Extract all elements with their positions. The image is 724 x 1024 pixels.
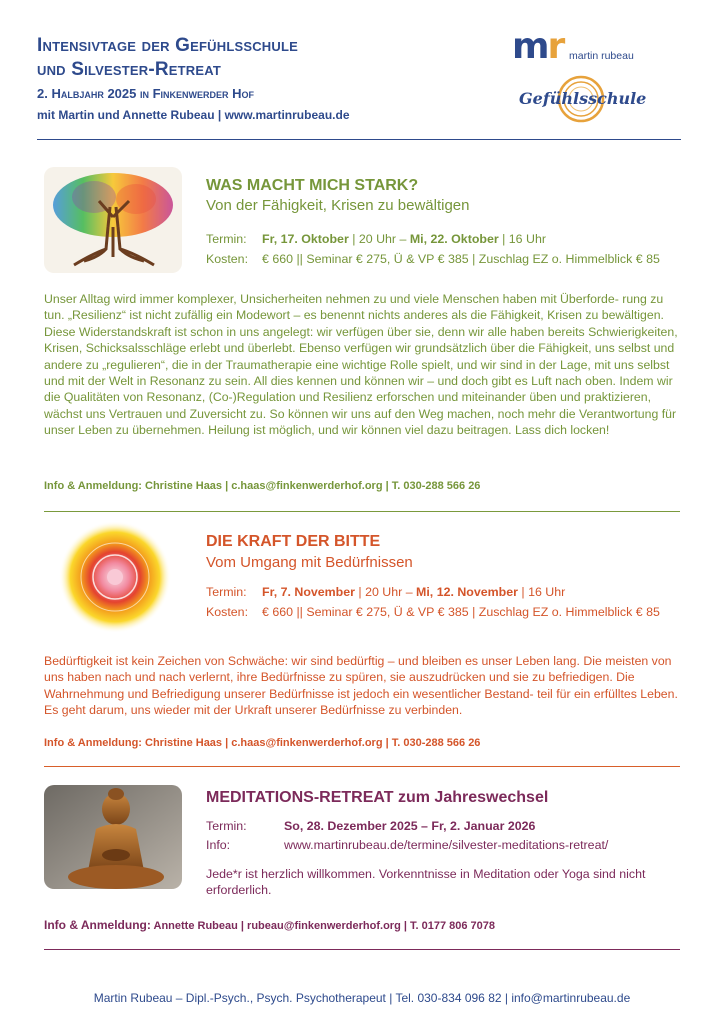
logo-name: martin rubeau	[569, 50, 634, 62]
termin-label: Termin:	[206, 585, 247, 599]
event-3-description: Jede*r ist herzlich willkommen. Vorkenntnisse in Meditation oder Yoga sind nicht erforderlich.	[206, 867, 646, 897]
info-contact: Annette Rubeau | rubeau@finkenwerderhof.org | T. 0177 806 7078	[150, 920, 496, 932]
info-label: Info:	[206, 838, 231, 852]
event-2-kosten	[206, 605, 660, 619]
mr-monogram	[512, 26, 563, 67]
kosten-value: € 660 || Seminar € 275, Ü & VP € 385 | Zuschlag EZ o. Himmelblick € 85	[262, 252, 660, 266]
termin-label: Termin:	[206, 232, 247, 246]
footer-contact: Martin Rubeau – Dipl.-Psych., Psych. Psychotherapeut | Tel. 030-834 096 82 | info@martinrubeau.de	[93, 991, 631, 1005]
section-divider-3	[44, 949, 680, 950]
event-3-info-url-row	[206, 838, 608, 852]
page-subtitle: 2. Halbjahr 2025 in Finkenwerder Hof	[37, 86, 255, 101]
event-2-info: Info & Anmeldung: Christine Haas | c.haas@finkenwerderhof.org | T. 030-288 566 26	[44, 737, 481, 749]
termin-mid: | 20 Uhr –	[354, 585, 417, 599]
mr-letter-m: m	[512, 26, 548, 67]
tree-of-life-image	[44, 167, 182, 273]
section-divider-2	[44, 766, 680, 767]
event-1-info: Info & Anmeldung: Christine Haas | c.haas@finkenwerderhof.org | T. 030-288 566 26	[44, 480, 481, 492]
event-1-description: Unser Alltag wird immer komplexer, Unsicherheiten nehmen zu und viele Menschen haben mit Überforde- rung zu tun. „Resilienz“ ist nicht zufällig ein Modewort – es benennt nichts anderes als die Fähigkeit, Krisen zu bewältigen. Diese Widerstandskraft ist schon in uns angelegt: wir verfügen über sie, denn wir alle haben bereits Schwierigkeiten, Krisen, Schicksalsschläge erlebt und überlebt. Ebenso verfügen wir grundsätzlich über die Fähigkeit, uns selbst und andere zu „regulieren“, die in der Traumatherapie eine wichtige Rolle spielt, und wir sind in der Lage, mit uns selbst und mit der Welt in Resonanz zu sein. All dies kennen und können wir – und doch gibt es Luft nach oben. Indem wir die Qualitäten von Resonanz, (Co-)Regulation und Resilienz erforschen und miteinander üben und praktizieren, wächst uns Vertrauen und Zuversicht zu. So können wir uns auf den Weg machen, noch mehr die Verantwortung für unser Leben zu übernehmen. Heilung ist möglich, und wir können viel dazu beitragen. Lass dich locken!	[44, 292, 678, 438]
termin-label: Termin:	[206, 819, 247, 833]
kosten-value: € 660 || Seminar € 275, Ü & VP € 385 | Zuschlag EZ o. Himmelblick € 85	[262, 605, 660, 619]
termin-mid: | 20 Uhr –	[348, 232, 410, 246]
termin-start: Fr, 7. November	[262, 585, 355, 599]
event-1-title: WAS MACHT MICH STARK?	[206, 177, 419, 194]
termin-start: Fr, 17. Oktober	[262, 232, 349, 246]
mandala-image	[48, 522, 182, 632]
buddha-image	[44, 785, 182, 889]
event-2-termin	[206, 585, 565, 599]
termin-tail: | 16 Uhr	[517, 585, 566, 599]
event-1-kosten	[206, 252, 660, 266]
martin-rubeau-logo	[512, 26, 642, 70]
termin-end: Mi, 22. Oktober	[409, 232, 499, 246]
termin-tail: | 16 Uhr	[498, 232, 546, 246]
termin-dates: So, 28. Dezember 2025 – Fr, 2. Januar 2026	[284, 819, 536, 833]
termin-end: Mi, 12. November	[416, 585, 518, 599]
gefuehlsschule-logo	[515, 73, 647, 125]
event-2-description: Bedürftigkeit ist kein Zeichen von Schwäche: wir sind bedürftig – und bleiben es unser Leben lang. Die meisten von uns haben nach und nach verlernt, ihre Bedürfnisse zu spüren, sie auszudrücken und sie zu befriedigen. Die Wahrnehmung und Befriedigung unserer Bedürfnisse ist jedoch ein wesentlicher Bestand- teil für ein erfülltes Leben. Es geht darum, uns wieder mit der Urkraft unserer Bedürfnisse zu verbinden.	[44, 654, 678, 718]
gefuehlsschule-wordmark: Gefühlsschule	[519, 89, 647, 108]
kosten-label: Kosten:	[206, 605, 249, 619]
kosten-label: Kosten:	[206, 252, 249, 266]
event-3-title: MEDITATIONS-RETREAT zum Jahreswechsel	[206, 789, 549, 806]
page-title-line-2: und Silvester-Retreat	[37, 59, 222, 80]
page-title-line-1: Intensivtage der Gefühlsschule	[37, 35, 298, 56]
event-1-subtitle: Von der Fähigkeit, Krisen zu bewältigen	[206, 197, 470, 214]
mr-letter-r: r	[547, 26, 564, 67]
event-2-title: DIE KRAFT DER BITTE	[206, 533, 381, 550]
page-title	[37, 34, 298, 82]
hosts-line: mit Martin und Annette Rubeau | www.martinrubeau.de	[37, 108, 350, 122]
info-url[interactable]: www.martinrubeau.de/termine/silvester-meditations-retreat/	[284, 838, 609, 852]
info-label: Info & Anmeldung:	[44, 918, 151, 932]
header-divider	[37, 139, 681, 140]
event-2-subtitle: Vom Umgang mit Bedürfnissen	[206, 554, 413, 571]
section-divider-1	[44, 511, 680, 512]
event-3-termin	[206, 819, 535, 833]
event-1-termin	[206, 232, 546, 246]
event-3-info	[44, 918, 495, 932]
